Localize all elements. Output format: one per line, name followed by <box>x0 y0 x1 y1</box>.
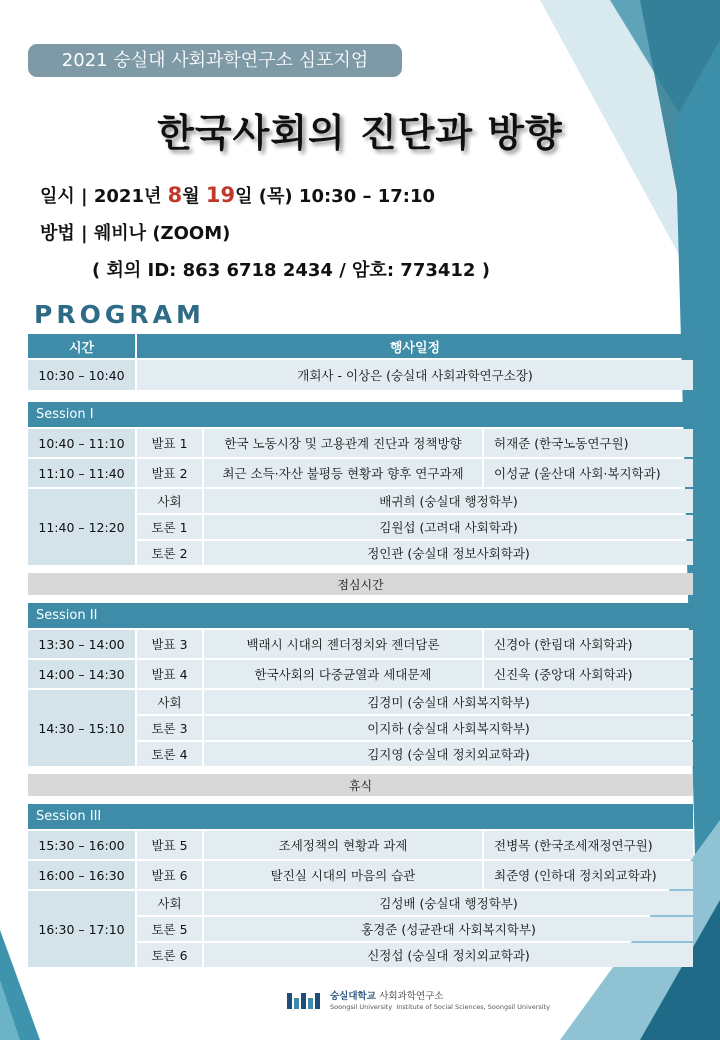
row-presenter: 전병목 (한국조세재정연구원) <box>484 831 693 859</box>
discussion-row <box>137 515 693 539</box>
row-person: 정인관 (숭실대 정보사회학과) <box>204 541 693 565</box>
row-presenter: 이성균 (울산대 사회·복지학과) <box>484 459 693 487</box>
soongsil-logo-icon <box>286 990 326 1012</box>
row-presenter: 신진욱 (중앙대 사회학과) <box>484 660 693 688</box>
schedule-table <box>28 334 693 969</box>
row-title: 탈진실 시대의 마음의 습관 <box>204 861 482 889</box>
university-name: 숭실대학교 <box>330 991 376 1002</box>
row-time: 15:30 – 16:00 <box>28 831 135 859</box>
row-person: 김경미 (숭실대 사회복지학부) <box>204 690 693 714</box>
row-type: 사회 <box>137 891 202 915</box>
session-block <box>28 603 693 796</box>
discussion-row <box>137 489 693 513</box>
discussion-row <box>137 541 693 565</box>
presentation-row <box>28 831 693 859</box>
discussion-row <box>137 943 693 967</box>
row-presenter: 신경아 (한림대 사회학과) <box>484 630 693 658</box>
discussion-row <box>137 716 693 740</box>
row-type: 발표 6 <box>137 861 202 889</box>
presentation-row <box>28 429 693 457</box>
row-person: 김성배 (숭실대 행정학부) <box>204 891 693 915</box>
row-time: 14:00 – 14:30 <box>28 660 135 688</box>
date-line <box>40 182 435 208</box>
session-title: Session II <box>28 603 693 628</box>
rest-break: 휴식 <box>28 774 693 796</box>
session-title: Session I <box>28 402 693 427</box>
university-name-en: Soongsil University <box>330 1002 393 1011</box>
row-person: 이지하 (숭실대 사회복지학부) <box>204 716 693 740</box>
row-type: 토론 4 <box>137 742 202 766</box>
row-type: 토론 3 <box>137 716 202 740</box>
presentation-row <box>28 630 693 658</box>
row-type: 발표 4 <box>137 660 202 688</box>
row-person: 배귀희 (숭실대 행정학부) <box>204 489 693 513</box>
row-person: 홍경준 (성균관대 사회복지학부) <box>204 917 693 941</box>
presentation-row <box>28 660 693 688</box>
row-type: 토론 6 <box>137 943 202 967</box>
discussion-row <box>137 742 693 766</box>
session-block <box>28 402 693 595</box>
date-day: 19 <box>205 183 236 207</box>
row-type: 발표 2 <box>137 459 202 487</box>
zoom-info: ( 회의 ID: 863 6718 2434 / 암호: 773412 ) <box>92 260 490 281</box>
discussion-time: 14:30 – 15:10 <box>28 690 135 766</box>
session-title: Session III <box>28 804 693 829</box>
row-type: 발표 3 <box>137 630 202 658</box>
row-type: 토론 5 <box>137 917 202 941</box>
discussion-row <box>137 917 693 941</box>
page-title: 한국사회의 진단과 방향 <box>157 111 563 155</box>
institute-name: 사회과학연구소 <box>379 991 444 1002</box>
discussion-row <box>137 891 693 915</box>
program-heading: PROGRAM <box>34 300 205 329</box>
table-header <box>28 334 693 358</box>
row-type: 토론 1 <box>137 515 202 539</box>
opening-text: 개회사 - 이상은 (숭실대 사회과학연구소장) <box>137 360 693 390</box>
header-event: 행사일정 <box>389 340 441 356</box>
discussion-group <box>28 690 693 766</box>
presentation-row <box>28 459 693 487</box>
discussion-time: 16:30 – 17:10 <box>28 891 135 967</box>
row-presenter: 최준영 (인하대 정치외교학과) <box>484 861 693 889</box>
row-title: 한국 노동시장 및 고용관계 진단과 정책방향 <box>204 429 482 457</box>
row-title: 조세정책의 현황과 과제 <box>204 831 482 859</box>
row-person: 김지영 (숭실대 정치외교학과) <box>204 742 693 766</box>
row-title: 최근 소득·자산 불평등 현황과 향후 연구과제 <box>204 459 482 487</box>
symposium-badge: 2021 숭실대 사회과학연구소 심포지엄 <box>28 44 402 77</box>
institute-name-en: Institute of Social Sciences, Soongsil University <box>396 1002 550 1011</box>
row-title: 한국사회의 다중균열과 세대문제 <box>204 660 482 688</box>
method-line: 방법 | 웨비나 (ZOOM) <box>40 223 231 244</box>
date-prefix: 일시 | 2021년 <box>40 186 168 207</box>
lunch-break: 점심시간 <box>28 573 693 595</box>
institute-logo <box>286 990 550 1012</box>
opening-row <box>28 360 693 390</box>
row-type: 발표 5 <box>137 831 202 859</box>
header-time: 시간 <box>28 334 137 358</box>
date-suffix: 일 (목) 10:30 – 17:10 <box>235 186 436 207</box>
discussion-row <box>137 690 693 714</box>
row-person: 김원섭 (고려대 사회학과) <box>204 515 693 539</box>
row-time: 10:40 – 11:10 <box>28 429 135 457</box>
discussion-time: 11:40 – 12:20 <box>28 489 135 565</box>
opening-time: 10:30 – 10:40 <box>28 360 135 390</box>
row-type: 토론 2 <box>137 541 202 565</box>
row-type: 발표 1 <box>137 429 202 457</box>
row-person: 신정섭 (숭실대 정치외교학과) <box>204 943 693 967</box>
discussion-group <box>28 891 693 967</box>
row-type: 사회 <box>137 489 202 513</box>
row-time: 16:00 – 16:30 <box>28 861 135 889</box>
row-time: 11:10 – 11:40 <box>28 459 135 487</box>
row-time: 13:30 – 14:00 <box>28 630 135 658</box>
row-title: 백래시 시대의 젠더정치와 젠더담론 <box>204 630 482 658</box>
row-type: 사회 <box>137 690 202 714</box>
date-month-unit: 월 <box>182 186 206 207</box>
discussion-group <box>28 489 693 565</box>
row-presenter: 허재준 (한국노동연구원) <box>484 429 693 457</box>
session-block <box>28 804 693 967</box>
date-month: 8 <box>167 183 183 207</box>
presentation-row <box>28 861 693 889</box>
